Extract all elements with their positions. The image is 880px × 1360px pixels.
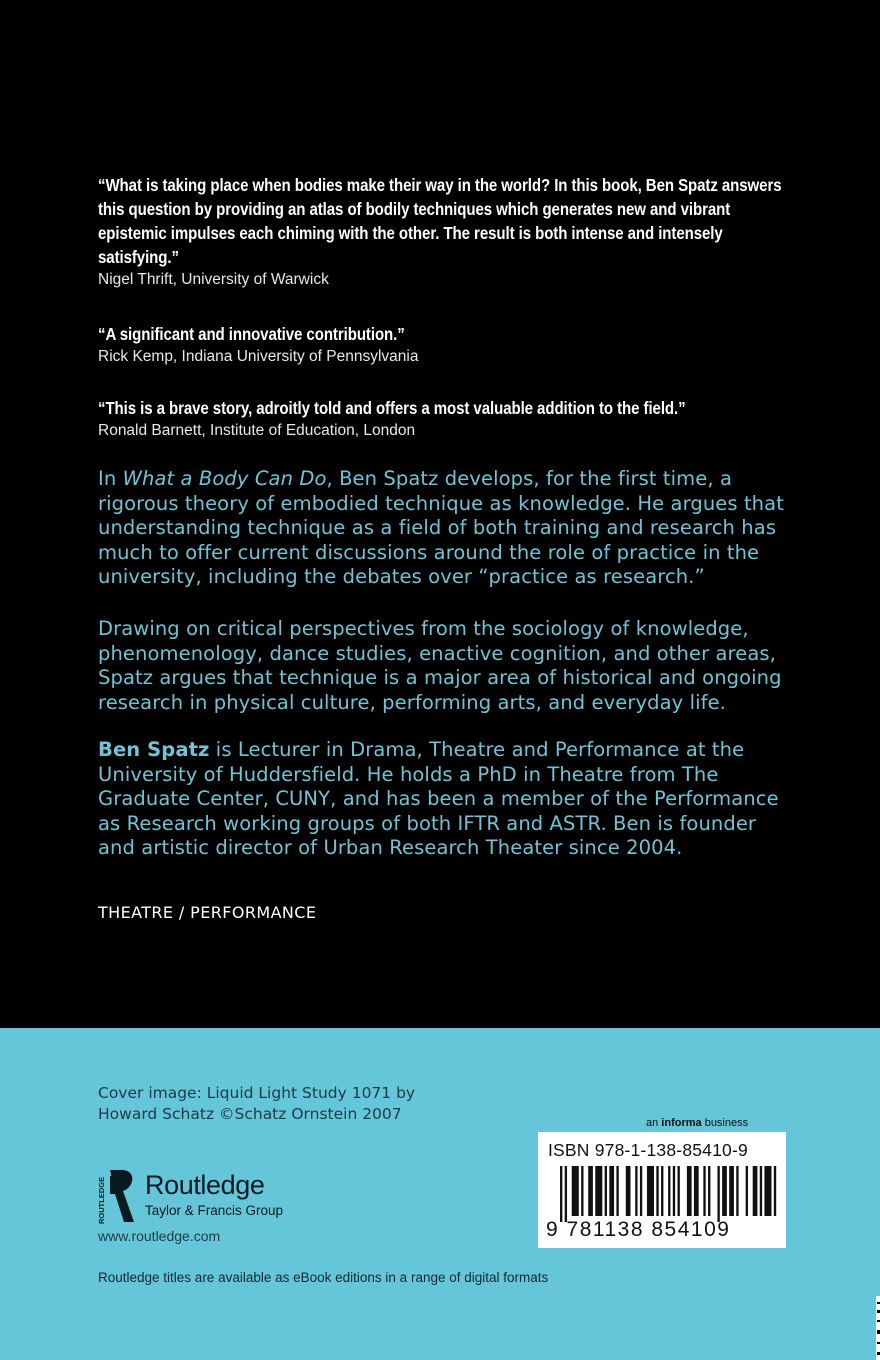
blurb-text: , Ben Spatz develops, for the first time, a rigorous theory of embodied technique as knowledge. He argues that understanding technique as a field of both training and research has much to offer current discussions around the role of practice in the university, including the debates over “practice as research.” (98, 467, 784, 588)
barcode-bar (687, 1166, 692, 1216)
isbn-barcode-box (538, 1132, 786, 1248)
publisher-wordmark (145, 1170, 283, 1219)
barcode-bar (708, 1166, 710, 1216)
informa-tagline: an informa business (646, 1117, 749, 1129)
review-quote (98, 173, 798, 291)
quote-text: “What is taking place when bodies make their way in the world? In this book, Ben Spatz answers this question by providing an atlas of bodily techniques which generates new and vibrant epistemic impulses each chiming with the other. The result is both intense and intensely satisfying.” (98, 175, 782, 267)
barcode-bar (595, 1166, 602, 1216)
barcode-bar (703, 1166, 705, 1216)
barcode-bar (729, 1166, 734, 1216)
barcode-bar (560, 1166, 562, 1222)
barcode-bar (588, 1166, 593, 1216)
barcode-bar (694, 1166, 699, 1216)
svg-text:ROUTLEDGE: ROUTLEDGE (97, 1176, 106, 1224)
barcode-bar (581, 1166, 583, 1216)
informa-brand: informa (661, 1117, 702, 1129)
routledge-vertical-wordmark (97, 1177, 106, 1224)
barcode-bar (673, 1166, 675, 1216)
barcode-bar (605, 1166, 607, 1216)
blurb-intro: In (98, 467, 123, 490)
author-bio-text: is Lecturer in Drama, Theatre and Performance at the University of Huddersfield. He holds a PhD in Theatre from The Graduate Center, CUNY, and has been a member of the Performance as Research working groups of both IFTR and ASTR. Ben is founder and artistic director of Urban Research Theater since 2004. (98, 738, 779, 859)
quote-attribution: Nigel Thrift, University of Warwick (98, 271, 329, 288)
publisher-subtitle: Taylor & Francis Group (145, 1203, 284, 1218)
barcode-bar (736, 1166, 738, 1216)
barcode-bar (609, 1166, 614, 1216)
barcode-bar (572, 1166, 579, 1216)
review-quote (98, 396, 798, 442)
cover-image-credit (98, 1083, 458, 1125)
barcode-bar (760, 1166, 762, 1216)
ebook-note: Routledge titles are available as eBook editions in a range of digital formats (98, 1270, 549, 1285)
barcode-bar (668, 1166, 670, 1216)
quote-text: “A significant and innovative contribution.” (98, 324, 405, 344)
barcode-bar (717, 1166, 719, 1222)
blurb-paragraph: Drawing on critical perspectives from the sociology of knowledge, phenomenology, dance studies, enactive cognition, and other areas, Spatz argues that technique is a major area of historical and ongoing research in physical culture, performing arts, and everyday life. (98, 617, 782, 714)
barcode-bar (616, 1166, 618, 1216)
barcode-bar (647, 1166, 654, 1216)
barcode-bar (656, 1166, 658, 1216)
barcode-bar (565, 1166, 567, 1222)
credit-line: Howard Schatz ©Schatz Ornstein 2007 (98, 1105, 402, 1123)
barcode-bar (640, 1166, 642, 1216)
barcode-bar (746, 1166, 748, 1216)
isbn-label: ISBN 978-1-138-85410-9 (548, 1140, 748, 1160)
barcode-bar (753, 1166, 758, 1216)
barcode-digits: 9 781138 854109 (546, 1218, 731, 1241)
quote-attribution: Rick Kemp, Indiana University of Pennsylvania (98, 348, 419, 365)
author-bio (98, 738, 798, 861)
quote-text: “This is a brave story, adroitly told and offers a most valuable addition to the field.” (98, 398, 686, 418)
barcode-bar (635, 1166, 637, 1216)
quote-attribution: Ronald Barnett, Institute of Education, London (98, 422, 416, 439)
author-name: Ben Spatz (98, 738, 210, 761)
barcode-bar (678, 1166, 680, 1216)
subject-category: THEATRE / PERFORMANCE (98, 903, 317, 922)
edge-mark-decoration (866, 1296, 880, 1360)
publisher-website[interactable]: www.routledge.com (98, 1228, 221, 1244)
barcode-bar (661, 1166, 663, 1216)
credit-line: Cover image: Liquid Light Study 1071 by (98, 1084, 416, 1102)
book-title: What a Body Can Do (122, 467, 327, 490)
barcode-bar (774, 1166, 776, 1216)
publisher-name: Routledge (145, 1170, 265, 1200)
review-quote (98, 322, 798, 368)
barcode-bar (722, 1166, 727, 1216)
barcode-bar (764, 1166, 771, 1216)
routledge-r-mark (110, 1170, 134, 1222)
routledge-logo-icon (98, 1168, 138, 1226)
barcode-bar (626, 1166, 631, 1216)
blurb-paragraph (98, 467, 798, 590)
